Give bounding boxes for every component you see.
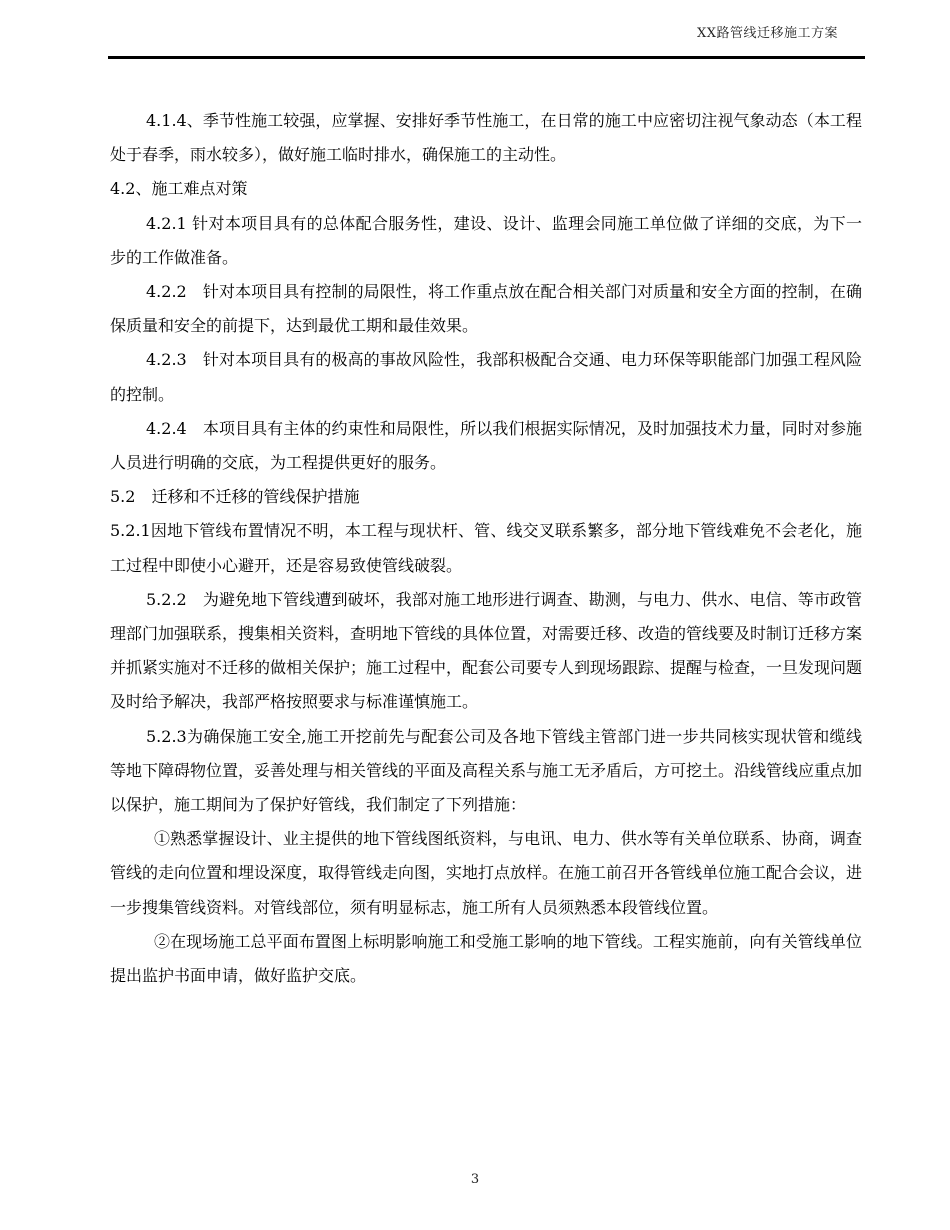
heading-4-2: 4.2、施工难点对策	[110, 179, 248, 199]
paragraph-4-1-4: 4.1.4、季节性施工较强，应掌握、安排好季节性施工，在日常的施工中应密切注视气象动态（本工程处于春季，雨水较多），做好施工临时排水，确保施工的主动性。	[110, 111, 862, 165]
paragraph-4-2-4: 4.2.4 本项目具有主体的约束性和局限性，所以我们根据实际情况，及时加强技术力量，同时对参施人员进行明确的交底，为工程提供更好的服务。	[110, 418, 862, 473]
paragraph-4-2-3: 4.2.3 针对本项目具有的极高的事故风险性，我部积极配合交通、电力环保等职能部门加强工程风险的控制。	[110, 350, 862, 404]
paragraph-4-2-1: 4.2.1 针对本项目具有的总体配合服务性，建设、设计、监理会同施工单位做了详细的交底，为下一步的工作做准备。	[110, 213, 862, 267]
paragraph-5-2-2: 5.2.2 为避免地下管线遭到破坏，我部对施工地形进行调查、勘测，与电力、供水、电信、等市政管理部门加强联系，搜集相关资料，查明地下管线的具体位置，对需要迁移、改造的管线要及时制订迁移方案并抓紧实施对不迁移的做相关保护；施工过程中，配套公司要专人到现场跟踪、提醒与检查，一旦发现问题及时给予解决，我部严格按照要求与标准谨慎施工。	[110, 589, 863, 712]
heading-5-2: 5.2 迁移和不迁移的管线保护措施	[110, 487, 360, 507]
document-body	[110, 104, 862, 993]
measure-item-1: ①熟悉掌握设计、业主提供的地下管线图纸资料，与电讯、电力、供水等有关单位联系、协商，调查管线的走向位置和埋设深度，取得管线走向图，实地打点放样。在施工前召开各管线单位施工配合会议，进一步搜集管线资料。对管线部位，须有明显标志，施工所有人员须熟悉本段管线位置。	[110, 829, 863, 917]
page-number: 3	[470, 1172, 480, 1187]
header-title: XX路管线迁移施工方案	[696, 26, 838, 41]
header-rule	[108, 56, 865, 59]
paragraph-5-2-3: 5.2.3为确保施工安全,施工开挖前先与配套公司及各地下管线主管部门进一步共同核实现状管和缆线等地下障碍物位置，妥善处理与相关管线的平面及高程关系与施工无矛盾后，方可挖土。沿线管线应重点加以保护，施工期间为了保护好管线，我们制定了下列措施：	[110, 726, 863, 815]
measure-item-2: ②在现场施工总平面布置图上标明影响施工和受施工影响的地下管线。工程实施前，向有关管线单位提出监护书面申请，做好监护交底。	[110, 931, 862, 986]
paragraph-5-2-1: 5.2.1因地下管线布置情况不明，本工程与现状杆、管、线交叉联系繁多，部分地下管线难免不会老化，施工过程中即使小心避开，还是容易致使管线破裂。	[110, 521, 862, 575]
paragraph-4-2-2: 4.2.2 针对本项目具有控制的局限性，将工作重点放在配合相关部门对质量和安全方面的控制，在确保质量和安全的前提下，达到最优工期和最佳效果。	[110, 282, 862, 336]
